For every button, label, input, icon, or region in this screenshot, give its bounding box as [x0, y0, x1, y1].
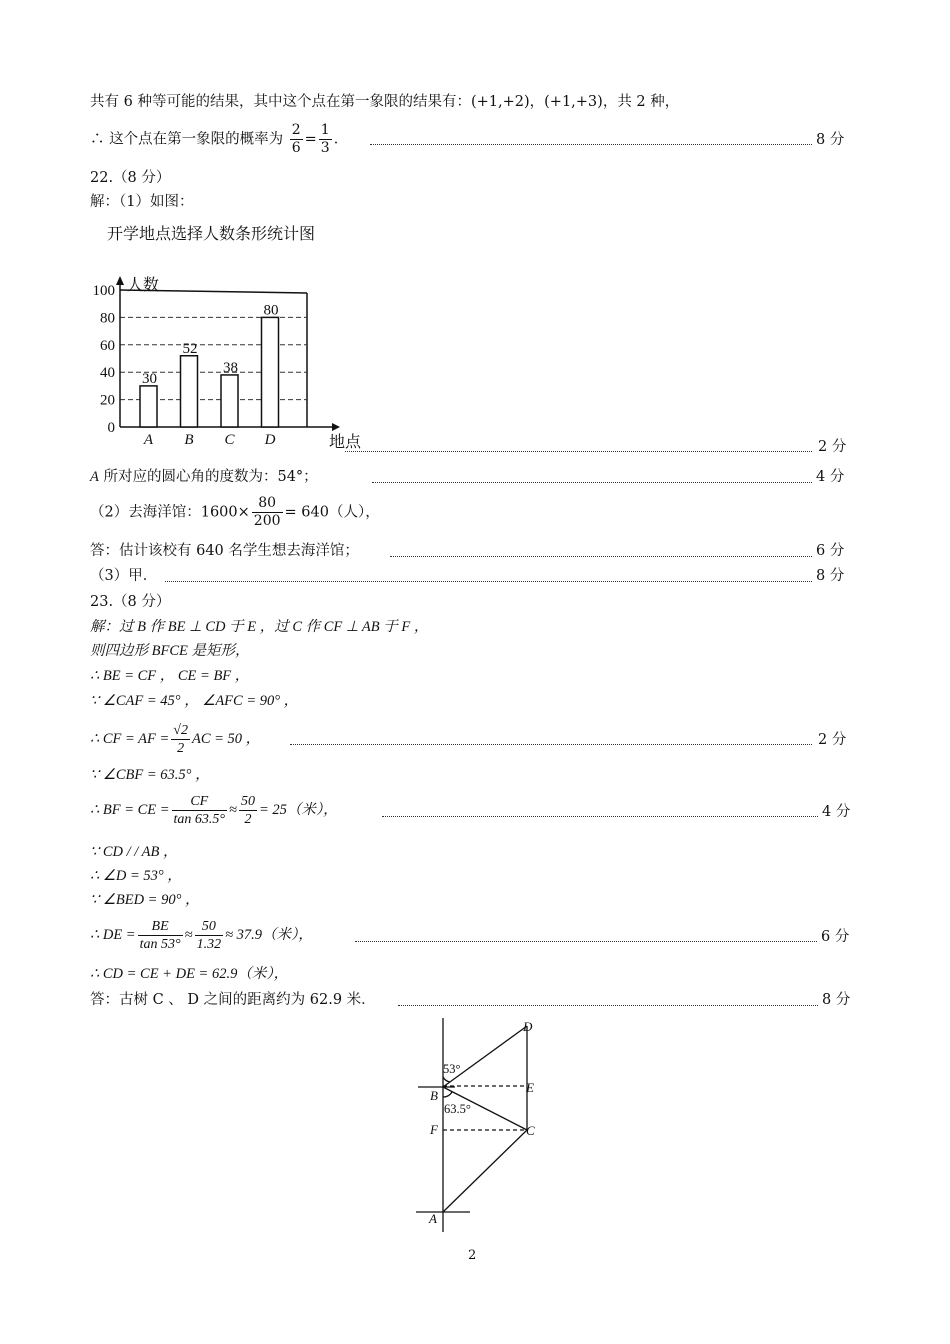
segment-bd [443, 1026, 527, 1087]
y-tick-label: 100 [92, 283, 115, 299]
line-probability [90, 122, 348, 157]
label-d: D [523, 1019, 533, 1034]
y-tick-label: 40 [100, 365, 115, 382]
fraction-2-6 [290, 122, 303, 157]
numerator: 80 [252, 495, 283, 513]
label-e: E [526, 1080, 534, 1095]
dot-leader [382, 816, 818, 817]
solution-step-12: ∴ CD = CE + DE = 62.9（米）， [90, 966, 289, 982]
denominator: 2 [244, 812, 252, 827]
geometry-figure [410, 1012, 560, 1234]
label-c: C [526, 1123, 535, 1138]
numerator: BE [138, 918, 183, 936]
label-f: F [430, 1122, 438, 1137]
text: = 25（米）， [259, 801, 338, 818]
score-label: 6 分 [821, 929, 850, 945]
denominator: 200 [253, 513, 281, 529]
text: 所对应的圆心角的度数为：54°； [98, 469, 318, 485]
angle-label-53: 53° [443, 1062, 461, 1076]
x-axis-arrow [332, 423, 340, 431]
denominator: tan 63.5° [173, 812, 226, 827]
text: ∴ BF = CE = [90, 801, 170, 818]
solution-step-7 [90, 793, 338, 828]
score-label: 4 分 [822, 804, 851, 820]
text: AC = 50 ， [191, 730, 261, 747]
line-aquarium-estimate [90, 495, 380, 530]
fraction-1-3 [319, 122, 332, 157]
solution-step-5 [90, 722, 260, 757]
x-axis-label: 地点 [329, 434, 362, 451]
category-label: A [143, 432, 154, 448]
approx: ≈ [229, 801, 238, 818]
bar-D [262, 317, 279, 427]
numerator: 2 [291, 122, 301, 138]
denominator: 1.32 [196, 937, 222, 952]
chart-title: 开学地点选择人数条形统计图 [107, 224, 316, 243]
score-label: 2 分 [818, 439, 847, 455]
bar-chart [85, 262, 362, 462]
category-label: B [184, 432, 194, 448]
score-label: 4 分 [816, 469, 845, 485]
fraction-cf-tan [172, 793, 228, 828]
angle-arc-63-5 [443, 1092, 452, 1097]
text: = 640（人）， [284, 504, 380, 521]
text: ≈ 37.9（米）， [225, 926, 313, 943]
dot-leader [398, 1005, 818, 1006]
category-label: D [264, 432, 276, 448]
fraction-80-200 [252, 495, 283, 530]
angle-label-63-5: 63.5° [444, 1102, 471, 1116]
score-label: 8 分 [822, 992, 851, 1008]
y-axis-label: 人数 [127, 277, 160, 294]
text: ∴ DE = [90, 926, 136, 943]
category-label: C [224, 432, 235, 448]
bar-A [140, 386, 157, 427]
denominator: 6 [291, 140, 301, 156]
solution-step-6: ∵ ∠CBF = 63.5° ， [90, 767, 210, 783]
point-1: (+1,+2) [470, 94, 530, 110]
angle-arc-53 [443, 1077, 450, 1082]
label-b: B [430, 1088, 438, 1103]
bar-C [221, 375, 238, 427]
score-label: 8 分 [816, 568, 845, 584]
dot-leader [345, 451, 812, 452]
approx: ≈ [184, 926, 193, 943]
solution-step-3: ∴ BE = CF ， CE = BF ， [90, 668, 250, 684]
dot-leader [370, 144, 812, 145]
text: （2）去海洋馆：1600× [90, 504, 250, 521]
fraction-50-132 [195, 918, 224, 953]
line-first-quadrant-outcomes [90, 92, 679, 112]
y-axis-arrow [116, 276, 124, 285]
numerator: 1 [320, 122, 330, 138]
solution-step-11 [90, 918, 313, 953]
bar-B [181, 356, 198, 427]
numerator: CF [172, 793, 228, 811]
final-answer: 答：古树 C 、 D 之间的距离约为 62.9 米． [90, 992, 376, 1008]
score-label: 6 分 [816, 543, 845, 559]
solution-step-8: ∵ CD / / AB ， [90, 844, 178, 860]
dot-leader [290, 744, 812, 745]
variable-a: A [90, 469, 99, 485]
text: ． [333, 131, 349, 148]
text: ，共 2 种， [602, 94, 680, 110]
numerator: 50 [241, 794, 256, 809]
separator: ， [529, 94, 545, 110]
numerator: √2 [173, 723, 188, 738]
question-23-heading: 23.（8 分） [90, 594, 171, 610]
point-2: (+1,+3) [544, 94, 603, 110]
solution-step-2: 则四边形 BFCE 是矩形， [90, 643, 250, 659]
text: 共有 6 种等可能的结果，其中这个点在第一象限的结果有： [90, 94, 471, 110]
text: ∴ 这个点在第一象限的概率为 [90, 131, 284, 148]
label-a: A [429, 1211, 437, 1226]
text: ∴ CF = AF = [90, 730, 170, 747]
bar-value-label: 30 [142, 370, 157, 387]
answer-1: 答：估计该校有 640 名学生想去海洋馆； [90, 543, 359, 559]
solution-step-10: ∵ ∠BED = 90° ， [90, 892, 200, 908]
line-part-3: （3）甲． [90, 568, 158, 584]
score-label: 8 分 [816, 132, 845, 148]
numerator: 50 [195, 918, 224, 936]
equals: = [304, 131, 317, 148]
question-22-heading: 22.（8 分） [90, 170, 171, 186]
bar-value-label: 80 [263, 302, 279, 319]
solution-step-9: ∴ ∠D = 53° ， [90, 868, 182, 884]
dot-leader [372, 482, 812, 483]
bar-value-label: 52 [182, 340, 198, 357]
dot-leader [355, 941, 817, 942]
line-angle-a [90, 467, 318, 487]
dot-leader [165, 581, 812, 582]
solution-step-4: ∵ ∠CAF = 45° ， ∠AFC = 90° ， [90, 693, 299, 709]
score-label: 2 分 [818, 732, 847, 748]
dot-leader [390, 556, 812, 557]
solution-intro: 解：（1）如图： [90, 194, 194, 210]
denominator: 3 [320, 140, 330, 156]
page-number: 2 [468, 1248, 477, 1263]
y-tick-label: 0 [107, 420, 115, 436]
denominator: tan 53° [139, 937, 181, 952]
y-tick-label: 60 [100, 337, 115, 354]
segment-ac [443, 1130, 527, 1212]
bar-value-label: 38 [223, 359, 238, 376]
fraction-50-2 [239, 793, 257, 828]
fraction-be-tan [138, 918, 183, 953]
denominator: 2 [177, 741, 185, 756]
fraction-sqrt2-2 [171, 722, 190, 757]
solution-step-1: 解：过 B 作 BE ⊥ CD 于 E ，过 C 作 CF ⊥ AB 于 F ， [90, 619, 429, 635]
y-tick-label: 20 [100, 392, 115, 409]
y-tick-label: 80 [100, 310, 115, 327]
